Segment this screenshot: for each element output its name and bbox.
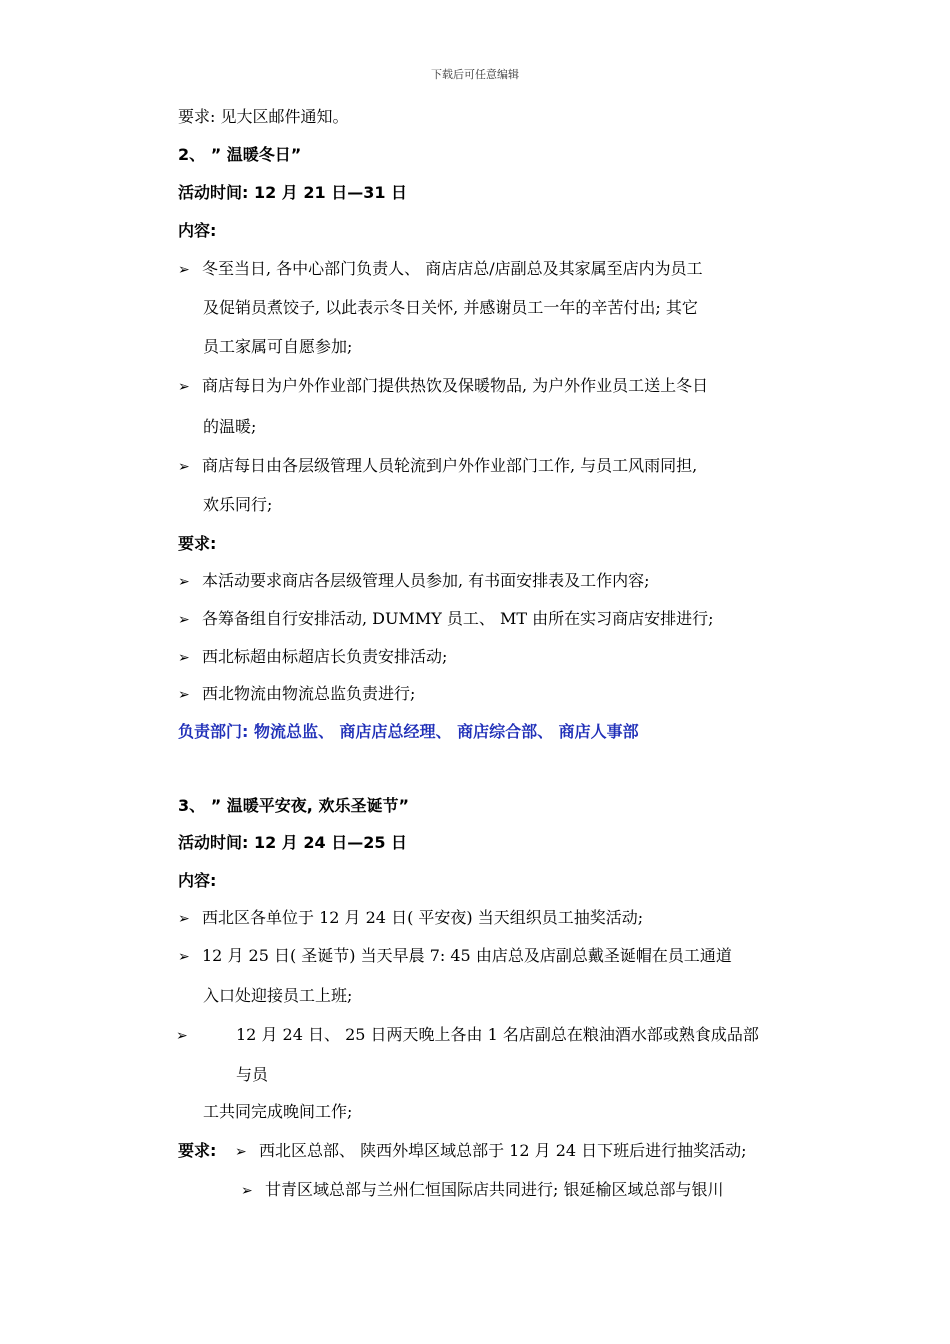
arrow-bullet-icon: ➢ <box>178 379 190 395</box>
arrow-bullet-icon: ➢ <box>178 574 190 590</box>
s2-req-item-1: ➢ 本活动要求商店各层级管理人员参加, 有书面安排表及工作内容; <box>178 570 650 593</box>
page-header: 下载后可任意编辑 <box>431 68 519 81</box>
s3-item-3-line3: 工共同完成晚间工作; <box>203 1102 353 1121</box>
arrow-bullet-icon: ➢ <box>178 911 190 927</box>
s2-item-2: ➢ 商店每日为户外作业部门提供热饮及保暖物品, 为户外作业员工送上冬日 <box>178 375 708 398</box>
s2-content-label: 内容: <box>178 221 217 240</box>
s3-req-item-2: ➢ 甘青区域总部与兰州仁恒国际店共同进行; 银延榆区域总部与银川 <box>241 1179 723 1202</box>
arrow-bullet-icon: ➢ <box>178 949 190 965</box>
s2-item-1: ➢ 冬至当日, 各中心部门负责人、 商店店总/店副总及其家属至店内为员工 <box>178 258 703 281</box>
s2-req-label: 要求: <box>178 534 217 553</box>
s2-item-2-line2: 的温暖; <box>203 417 257 436</box>
s3-title: 3、 ” 温暖平安夜, 欢乐圣诞节” <box>178 796 409 815</box>
arrow-bullet-icon: ➢ <box>176 1028 188 1044</box>
s2-time: 活动时间: 12 月 21 日—31 日 <box>178 183 408 202</box>
arrow-bullet-icon: ➢ <box>235 1144 247 1160</box>
arrow-bullet-icon: ➢ <box>178 687 190 703</box>
arrow-bullet-icon: ➢ <box>178 650 190 666</box>
s3-item-1: ➢ 西北区各单位于 12 月 24 日( 平安夜) 当天组织员工抽奖活动; <box>178 907 643 930</box>
s3-item-3-arrow <box>176 1024 200 1047</box>
arrow-bullet-icon: ➢ <box>178 262 190 278</box>
s1-requirement: 要求: 见大区邮件通知。 <box>178 107 349 126</box>
s2-item-3: ➢ 商店每日由各层级管理人员轮流到户外作业部门工作, 与员工风雨同担, <box>178 455 697 478</box>
arrow-bullet-icon: ➢ <box>178 459 190 475</box>
s2-responsible-dept: 负责部门: 物流总监、 商店店总经理、 商店综合部、 商店人事部 <box>178 722 639 741</box>
s3-req-item-1: ➢ 西北区总部、 陕西外埠区域总部于 12 月 24 日下班后进行抽奖活动; <box>235 1140 747 1163</box>
s3-time: 活动时间: 12 月 24 日—25 日 <box>178 833 408 852</box>
s2-item-1-line3: 员工家属可自愿参加; <box>203 337 353 356</box>
s2-req-item-2: ➢ 各筹备组自行安排活动, DUMMY 员工、 MT 由所在实习商店安排进行; <box>178 608 714 631</box>
s3-item-3-line2: 与员 <box>236 1065 269 1084</box>
s2-title: 2、 ” 温暖冬日” <box>178 145 302 164</box>
arrow-bullet-icon: ➢ <box>241 1183 253 1199</box>
s3-item-2: ➢ 12 月 25 日( 圣诞节) 当天早晨 7: 45 由店总及店副总戴圣诞帽在员工通道 <box>178 945 732 968</box>
s3-content-label: 内容: <box>178 871 217 890</box>
s2-item-1-line2: 及促销员煮饺子, 以此表示冬日关怀, 并感谢员工一年的辛苦付出; 其它 <box>203 298 698 317</box>
arrow-bullet-icon: ➢ <box>178 612 190 628</box>
s3-item-2-line2: 入口处迎接员工上班; <box>203 986 353 1005</box>
s2-req-item-3: ➢ 西北标超由标超店长负责安排活动; <box>178 646 447 669</box>
s2-req-item-4: ➢ 西北物流由物流总监负责进行; <box>178 683 415 706</box>
s3-req-label: 要求: <box>178 1141 217 1160</box>
s2-item-3-line2: 欢乐同行; <box>203 495 273 514</box>
s3-item-3: 12 月 24 日、 25 日两天晚上各由 1 名店副总在粮油酒水部或熟食成品部 <box>236 1025 759 1044</box>
